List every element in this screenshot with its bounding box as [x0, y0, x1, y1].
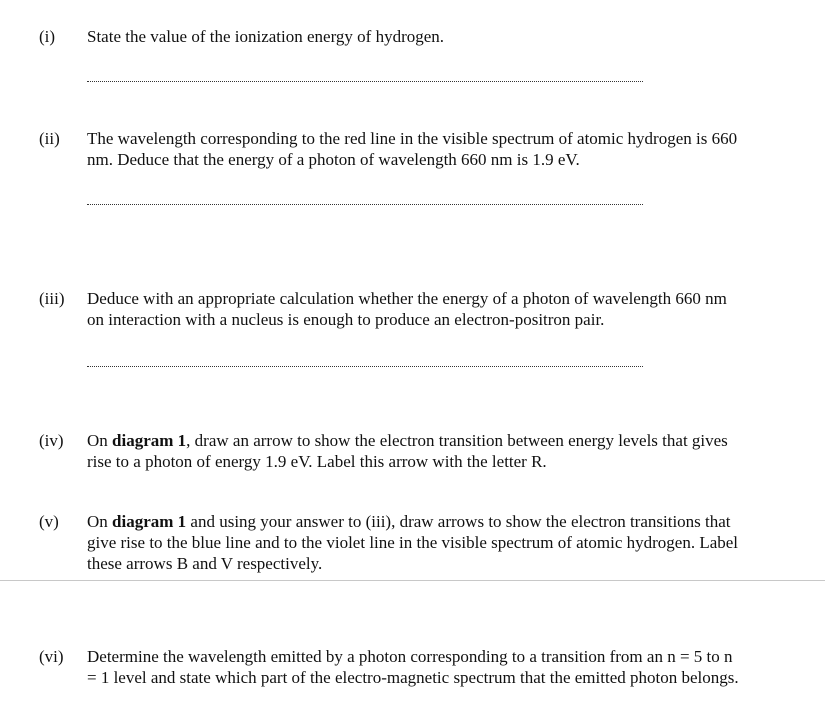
question-number: (i)	[39, 27, 56, 46]
question-text-line: The wavelength corresponding to the red line in the visible spectrum of atomic hydrogen is 660	[87, 129, 738, 148]
question-text-line: State the value of the ionization energy of hydrogen.	[87, 27, 445, 46]
question-text-line	[87, 430, 797, 451]
question-text-line: Deduce with an appropriate calculation whether the energy of a photon of wavelength 660 nm	[87, 289, 727, 308]
question-text	[87, 288, 797, 330]
answer-line[interactable]	[87, 364, 643, 367]
question-text-line: rise to a photon of energy 1.9 eV. Label this arrow with the letter R.	[87, 452, 547, 471]
question-text	[87, 646, 797, 688]
text-segment: On	[87, 512, 113, 531]
question-text-line: these arrows B and V respectively.	[87, 554, 323, 573]
question-number: (vi)	[39, 647, 64, 666]
diagram-reference: diagram 1	[112, 431, 187, 450]
question-text-line	[87, 511, 797, 532]
text-segment: On	[87, 431, 113, 450]
diagram-reference: diagram 1	[112, 512, 187, 531]
question-text-line: give rise to the blue line and to the violet line in the visible spectrum of atomic hydrogen. Label	[87, 533, 739, 552]
text-segment: , draw an arrow to show the electron transition between energy levels that gives	[186, 431, 728, 450]
text-segment: and using your answer to (iii), draw arrows to show the electron transitions that	[186, 512, 731, 531]
question-text	[87, 430, 797, 472]
answer-line[interactable]	[87, 202, 643, 205]
page-divider	[0, 580, 825, 581]
question-text-line: = 1 level and state which part of the electro-magnetic spectrum that the emitted photon belongs.	[87, 668, 739, 687]
question-text-line: Determine the wavelength emitted by a photon corresponding to a transition from an n = 5 to n	[87, 647, 733, 666]
question-text-line: nm. Deduce that the energy of a photon of wavelength 660 nm is 1.9 eV.	[87, 150, 580, 169]
question-number: (ii)	[39, 129, 60, 148]
question-text	[87, 128, 797, 170]
question-text	[87, 511, 797, 574]
question-text-line: on interaction with a nucleus is enough to produce an electron-positron pair.	[87, 310, 605, 329]
question-number: (v)	[39, 512, 59, 531]
question-number: (iv)	[39, 431, 64, 450]
answer-line[interactable]	[87, 79, 643, 82]
question-text	[87, 26, 797, 47]
question-number: (iii)	[39, 289, 65, 308]
